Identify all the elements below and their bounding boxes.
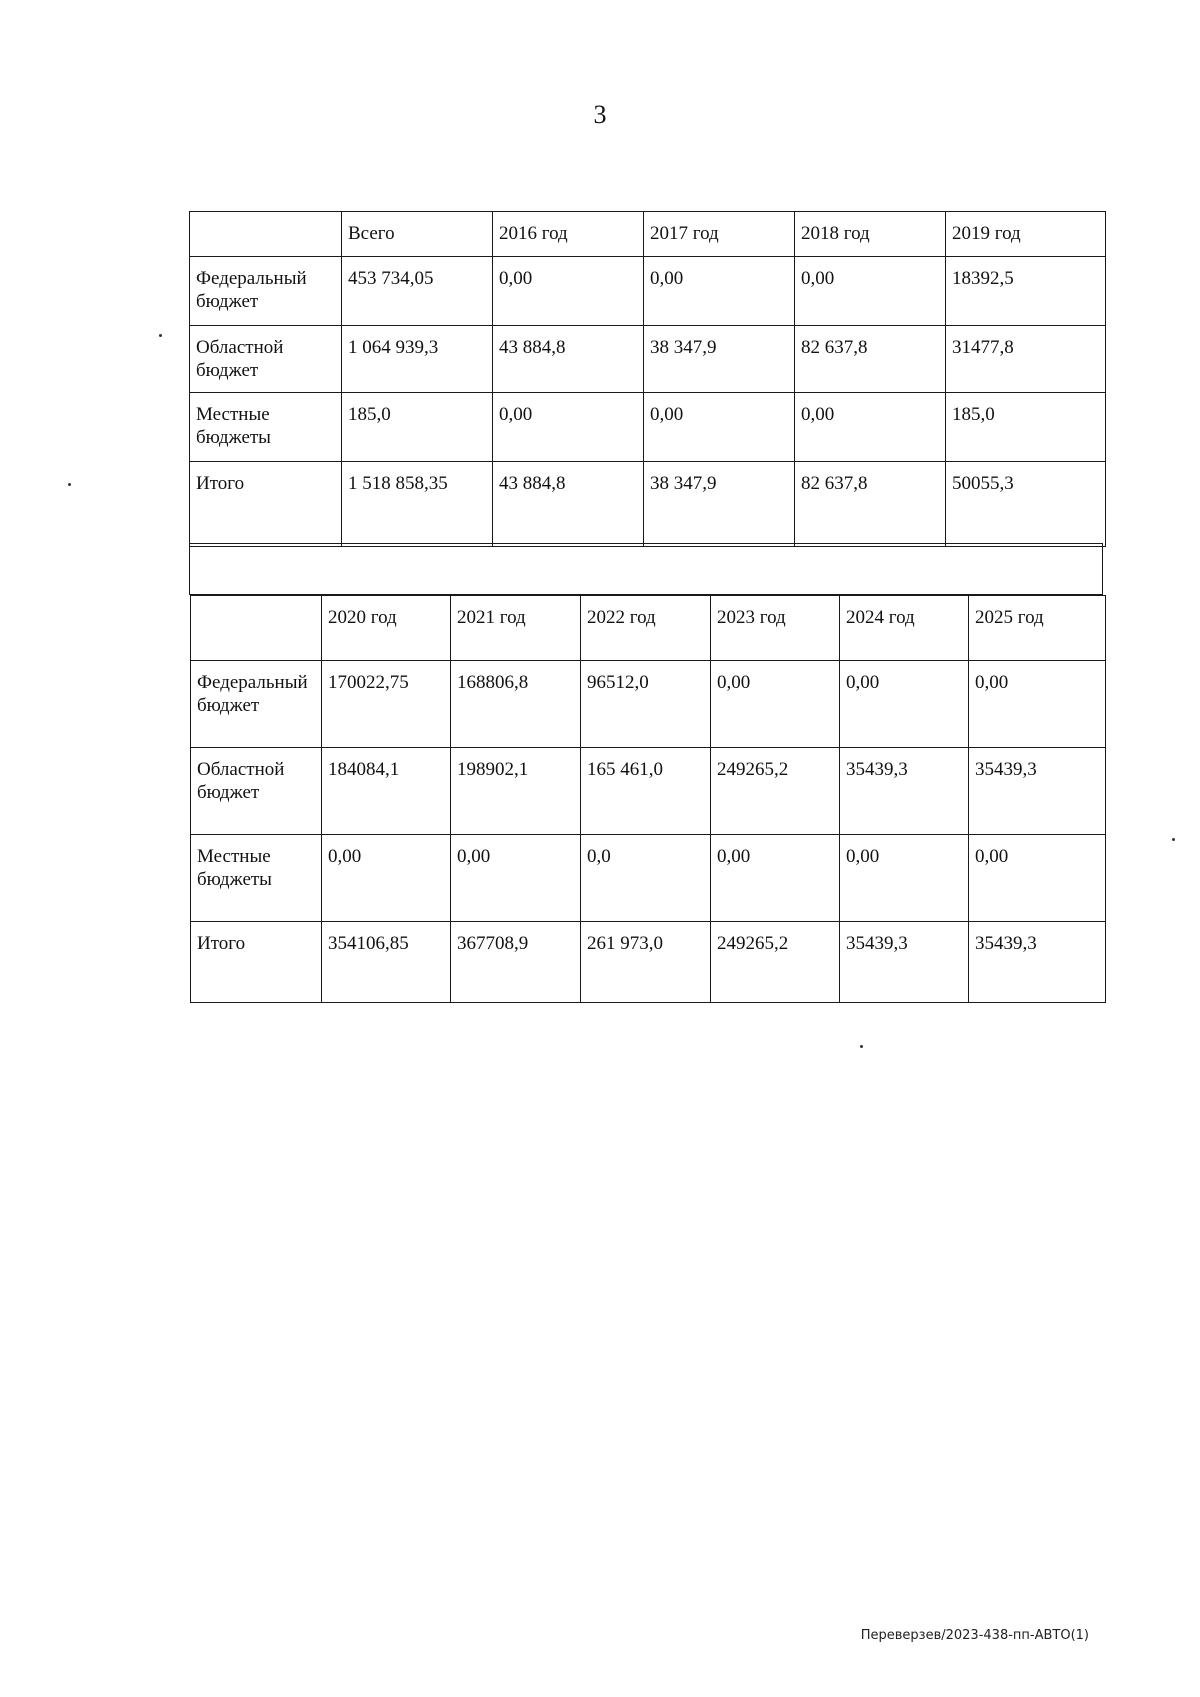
- table-cell: 249265,2: [711, 748, 840, 835]
- header-cell-2021: 2021 год: [451, 596, 581, 661]
- header-cell-total: Всего: [342, 212, 493, 257]
- budget-table-2016-2019: [189, 211, 1106, 547]
- header-cell-empty: [191, 596, 322, 661]
- table-cell: 0,00: [644, 257, 795, 326]
- table-cell: 35439,3: [969, 922, 1106, 1003]
- row-label-total: Итого: [190, 462, 342, 547]
- table-cell: 0,00: [711, 661, 840, 748]
- table-cell: 0,00: [840, 661, 969, 748]
- table-cell: 82 637,8: [795, 326, 946, 393]
- table-row: [191, 835, 1106, 922]
- scan-speck: [1172, 838, 1175, 841]
- header-cell-2022: 2022 год: [581, 596, 711, 661]
- header-cell-2018: 2018 год: [795, 212, 946, 257]
- row-label-federal: Федеральный бюджет: [190, 257, 342, 326]
- table-row: [190, 393, 1106, 462]
- row-label-regional: Областной бюджет: [190, 326, 342, 393]
- table-row: [191, 748, 1106, 835]
- table-row: [190, 326, 1106, 393]
- table-cell: 249265,2: [711, 922, 840, 1003]
- table-cell: 0,00: [493, 393, 644, 462]
- header-cell-2024: 2024 год: [840, 596, 969, 661]
- table-cell: 0,00: [451, 835, 581, 922]
- table-cell: 0,00: [840, 835, 969, 922]
- row-label-total: Итого: [191, 922, 322, 1003]
- scan-speck: [860, 1045, 863, 1048]
- table-row: [191, 922, 1106, 1003]
- table-cell: 38 347,9: [644, 326, 795, 393]
- header-cell-2023: 2023 год: [711, 596, 840, 661]
- table-cell: 38 347,9: [644, 462, 795, 547]
- table-cell: 261 973,0: [581, 922, 711, 1003]
- table-cell: 35439,3: [840, 748, 969, 835]
- header-cell-empty: [190, 212, 342, 257]
- table-cell: 0,00: [969, 835, 1106, 922]
- table-cell: 0,0: [581, 835, 711, 922]
- table-cell: 43 884,8: [493, 462, 644, 547]
- table-cell: 184084,1: [322, 748, 451, 835]
- table-row: [191, 661, 1106, 748]
- table-cell: 35439,3: [969, 748, 1106, 835]
- document-footer-id: Переверзев/2023-438-пп-АВТО(1): [860, 1628, 1089, 1643]
- table-cell: 50055,3: [946, 462, 1106, 547]
- table-cell: 165 461,0: [581, 748, 711, 835]
- table-cell: 453 734,05: [342, 257, 493, 326]
- table-row: [190, 462, 1106, 547]
- table-cell: 0,00: [644, 393, 795, 462]
- table-header-row: [190, 212, 1106, 257]
- table-row: [190, 257, 1106, 326]
- table-cell: 43 884,8: [493, 326, 644, 393]
- budget-table-2020-2025: [190, 595, 1106, 1003]
- header-cell-2025: 2025 год: [969, 596, 1106, 661]
- table-cell: 82 637,8: [795, 462, 946, 547]
- row-label-regional: Областной бюджет: [191, 748, 322, 835]
- row-label-local: Местные бюджеты: [190, 393, 342, 462]
- row-label-local: Местные бюджеты: [191, 835, 322, 922]
- table-cell: 0,00: [795, 257, 946, 326]
- table-cell: 31477,8: [946, 326, 1106, 393]
- table-cell: 0,00: [795, 393, 946, 462]
- page-number: 3: [593, 100, 607, 129]
- table-cell: 367708,9: [451, 922, 581, 1003]
- scan-speck: [68, 483, 71, 486]
- table-cell: 1 064 939,3: [342, 326, 493, 393]
- table-cell: 354106,85: [322, 922, 451, 1003]
- header-cell-2019: 2019 год: [946, 212, 1106, 257]
- table-cell: 0,00: [711, 835, 840, 922]
- table-cell: 0,00: [493, 257, 644, 326]
- table-cell: 198902,1: [451, 748, 581, 835]
- table-cell: 96512,0: [581, 661, 711, 748]
- table-cell: 170022,75: [322, 661, 451, 748]
- table-cell: 0,00: [969, 661, 1106, 748]
- header-cell-2016: 2016 год: [493, 212, 644, 257]
- table-cell: 18392,5: [946, 257, 1106, 326]
- header-cell-2017: 2017 год: [644, 212, 795, 257]
- row-label-federal: Федеральный бюджет: [191, 661, 322, 748]
- table-cell: 35439,3: [840, 922, 969, 1003]
- table-cell: 168806,8: [451, 661, 581, 748]
- header-cell-2020: 2020 год: [322, 596, 451, 661]
- table-cell: 0,00: [322, 835, 451, 922]
- scan-speck: [159, 334, 162, 337]
- table-separator-band: [189, 543, 1103, 595]
- table-cell: 1 518 858,35: [342, 462, 493, 547]
- table-cell: 185,0: [946, 393, 1106, 462]
- table-cell: 185,0: [342, 393, 493, 462]
- table-header-row: [191, 596, 1106, 661]
